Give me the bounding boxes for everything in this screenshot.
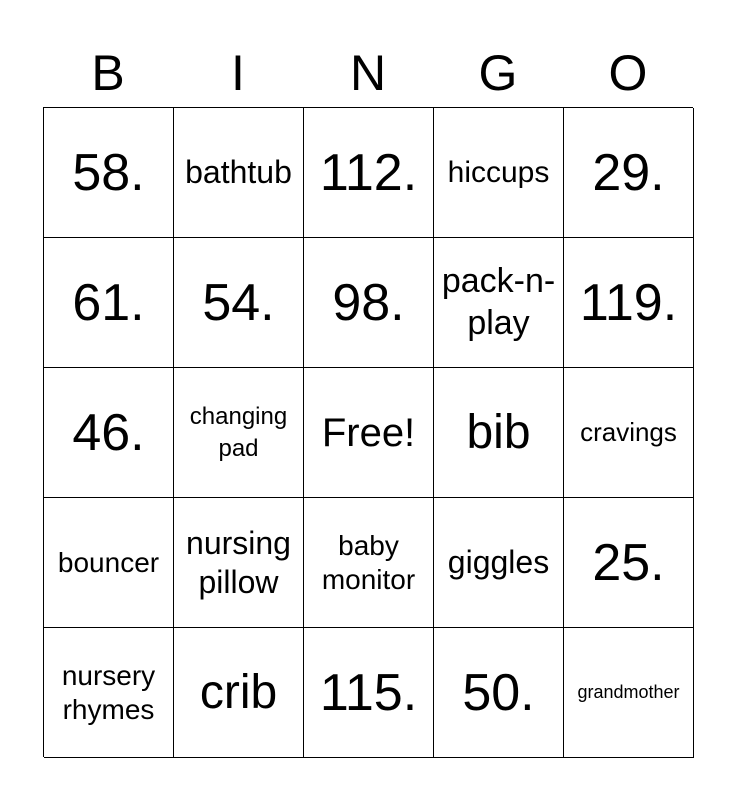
bingo-cell-free[interactable]: Free! [304, 368, 434, 498]
bingo-cell-r5c3[interactable]: 115. [304, 628, 434, 758]
bingo-cell-r5c1[interactable]: nursery rhymes [44, 628, 174, 758]
bingo-cell-r4c5[interactable]: 25. [564, 498, 694, 628]
header-letter-n: N [349, 45, 387, 101]
bingo-cell-r1c2[interactable]: bathtub [174, 108, 304, 238]
bingo-card-grid [43, 107, 693, 757]
bingo-cell-r5c2[interactable]: crib [174, 628, 304, 758]
bingo-cell-r4c3[interactable]: baby monitor [304, 498, 434, 628]
header-letter-o: O [608, 45, 648, 101]
bingo-cell-r4c4[interactable]: giggles [434, 498, 564, 628]
bingo-header [43, 40, 693, 106]
bingo-cell-r1c5[interactable]: 29. [564, 108, 694, 238]
bingo-cell-r1c3[interactable]: 112. [304, 108, 434, 238]
bingo-cell-r2c4[interactable]: pack-n-play [434, 238, 564, 368]
bingo-cell-r5c5[interactable]: grandmother [564, 628, 694, 758]
bingo-cell-r3c1[interactable]: 46. [44, 368, 174, 498]
bingo-cell-r3c4[interactable]: bib [434, 368, 564, 498]
bingo-cell-r1c4[interactable]: hiccups [434, 108, 564, 238]
bingo-cell-r3c5[interactable]: cravings [564, 368, 694, 498]
bingo-cell-r2c5[interactable]: 119. [564, 238, 694, 368]
bingo-cell-r4c2[interactable]: nursing pillow [174, 498, 304, 628]
header-letter-b: B [91, 45, 125, 101]
bingo-cell-r2c3[interactable]: 98. [304, 238, 434, 368]
bingo-cell-r1c1[interactable]: 58. [44, 108, 174, 238]
bingo-cell-r2c2[interactable]: 54. [174, 238, 304, 368]
header-letter-g: G [478, 45, 518, 101]
bingo-cell-r5c4[interactable]: 50. [434, 628, 564, 758]
header-letter-i: I [231, 45, 245, 101]
bingo-cell-r3c2[interactable]: changing pad [174, 368, 304, 498]
bingo-cell-r2c1[interactable]: 61. [44, 238, 174, 368]
bingo-cell-r4c1[interactable]: bouncer [44, 498, 174, 628]
